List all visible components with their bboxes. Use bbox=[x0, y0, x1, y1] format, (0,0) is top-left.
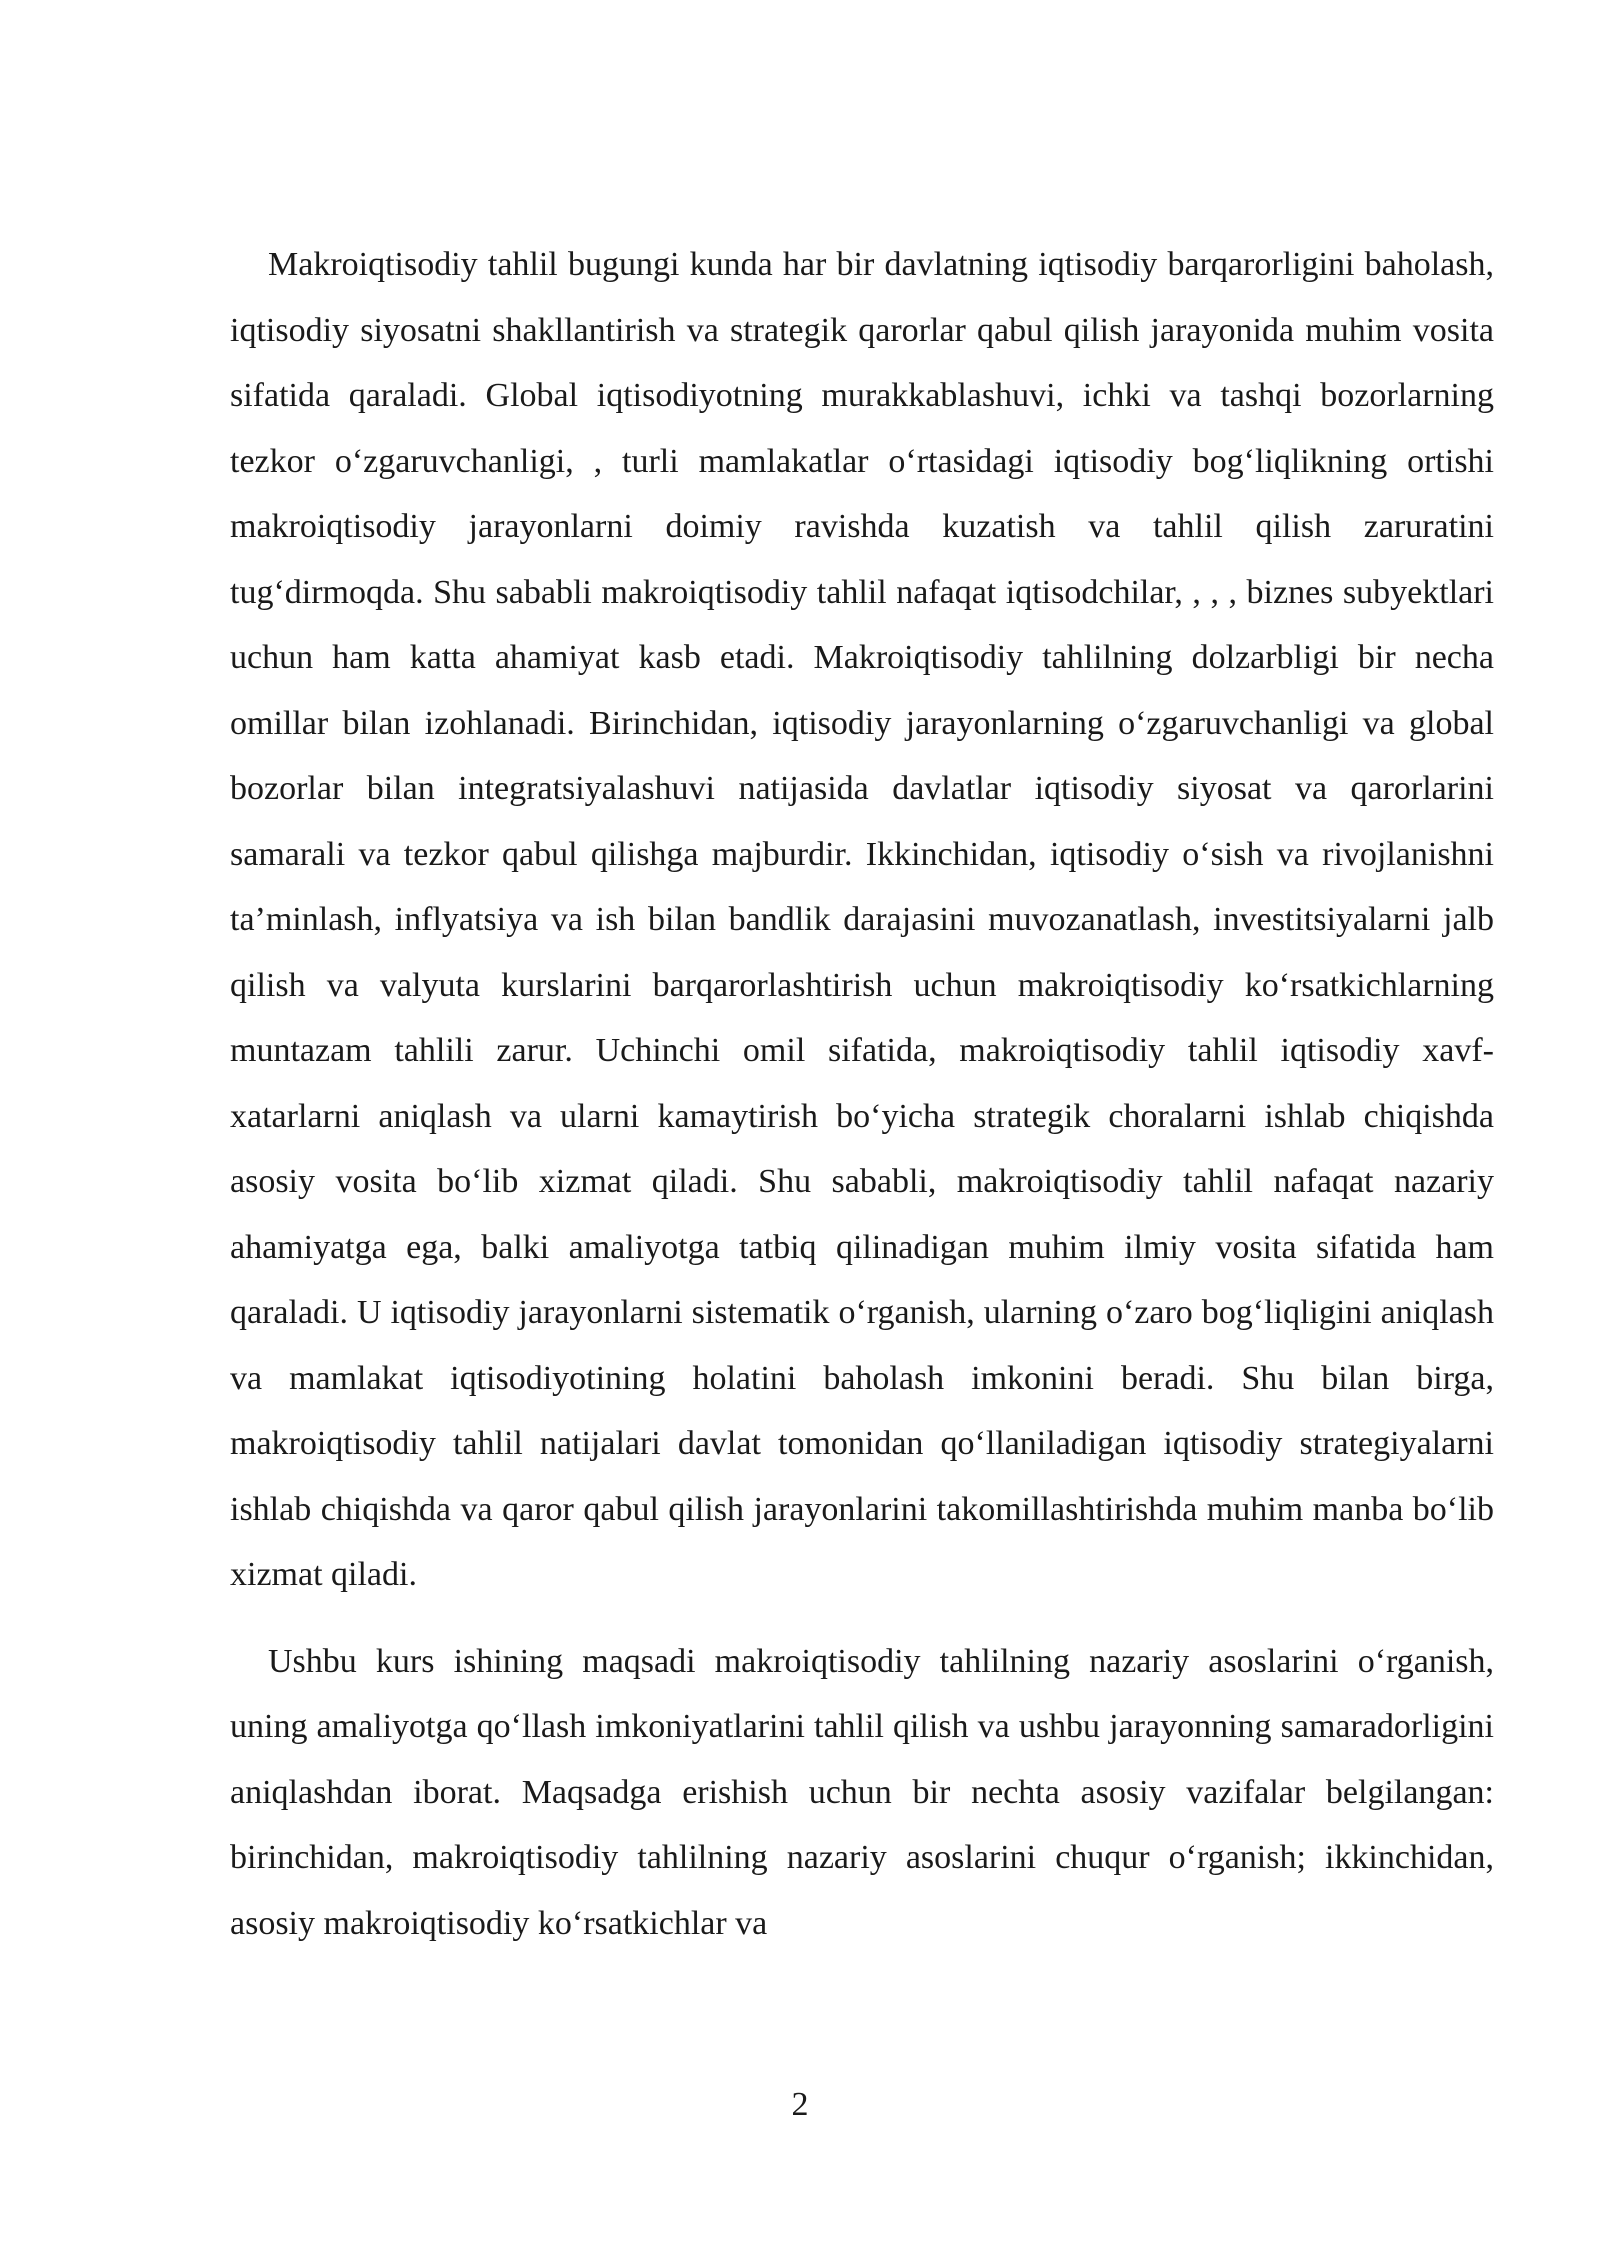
page-number: 2 bbox=[791, 2086, 809, 2123]
paragraph-2: Ushbu kurs ishining maqsadi makroiqtisodiy tahlilning nazariy asoslarini o‘rganish, uning amaliyotga qo‘llash imkoniyatlarini tahlil qilish va ushbu jarayonning samaradorligini aniqlashdan iborat. Maqsadga erishish uchun bir nechta asosiy vazifalar belgilangan: birinchidan, makroiqtisodiy tahlilning nazariy asoslarini chuqur o‘rganish; ikkinchidan, asosiy makroiqtisodiy ko‘rsatkichlar va bbox=[230, 1642, 1494, 1942]
body-text bbox=[230, 232, 1494, 1956]
paragraph-1: Makroiqtisodiy tahlil bugungi kunda har bir davlatning iqtisodiy barqarorligini baholash, iqtisodiy siyosatni shakllantirish va strategik qarorlar qabul qilish jarayonida muhim vosita sifatida qaraladi. Global iqtisodiyotning murakkablashuvi, ichki va tashqi bozorlarning tezkor o‘zgaruvchanligi, , turli mamlakatlar o‘rtasidagi iqtisodiy bog‘liqlikning ortishi makroiqtisodiy jarayonlarni doimiy ravishda kuzatish va tahlil qilish zaruratini tug‘dirmoqda. Shu sababli makroiqtisodiy tahlil nafaqat iqtisodchilar, , , , biznes subyektlari uchun ham katta ahamiyat kasb etadi. Makroiqtisodiy tahlilning dolzarbligi bir necha omillar bilan izohlanadi. Birinchidan, iqtisodiy jarayonlarning o‘zgaruvchanligi va global bozorlar bilan integratsiyalashuvi natijasida davlatlar iqtisodiy siyosat va qarorlarini samarali va tezkor qabul qilishga majburdir. Ikkinchidan, iqtisodiy o‘sish va rivojlanishni ta’minlash, inflyatsiya va ish bilan bandlik darajasini muvozanatlash, investitsiyalarni jalb qilish va valyuta kurslarini barqarorlashtirish uchun makroiqtisodiy ko‘rsatkichlarning muntazam tahlili zarur. Uchinchi omil sifatida, makroiqtisodiy tahlil iqtisodiy xavf-xatarlarni aniqlash va ularni kamaytirish bo‘yicha strategik choralarni ishlab chiqishda asosiy vosita bo‘lib xizmat qiladi. Shu sababli, makroiqtisodiy tahlil nafaqat nazariy ahamiyatga ega, balki amaliyotga tatbiq qilinadigan muhim ilmiy vosita sifatida ham qaraladi. U iqtisodiy jarayonlarni sistematik o‘rganish, ularning o‘zaro bog‘liqligini aniqlash va mamlakat iqtisodiyotining holatini baholash imkonini beradi. Shu bilan birga, makroiqtisodiy tahlil natijalari davlat tomonidan qo‘llaniladigan iqtisodiy strategiyalarni ishlab chiqishda va qaror qabul qilish jarayonlarini takomillashtirishda muhim manba bo‘lib xizmat qiladi. bbox=[230, 246, 1494, 1593]
